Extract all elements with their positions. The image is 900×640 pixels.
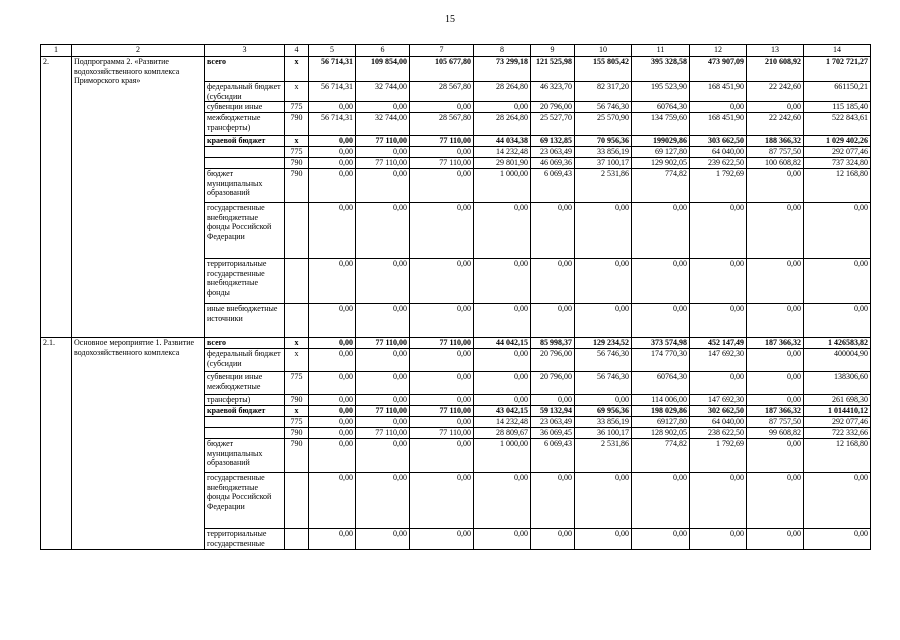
value-cell: 187 366,32	[747, 406, 804, 417]
section-title: Подпрограмма 2. «Развитие водохозяйственного комплекса Приморского края»	[72, 57, 205, 338]
funding-source: межбюджетные трансферты)	[205, 113, 285, 136]
value-cell: 1 426583,82	[804, 338, 871, 349]
value-cell: 0,00	[747, 304, 804, 338]
funding-source	[205, 428, 285, 439]
value-cell: 0,00	[474, 259, 531, 304]
value-cell: 0,00	[309, 203, 356, 259]
header-col-13: 13	[747, 45, 804, 57]
value-cell: 77 110,00	[356, 158, 410, 169]
value-cell: 33 856,19	[575, 417, 632, 428]
value-cell: 138306,60	[804, 372, 871, 395]
value-cell: 168 451,90	[690, 113, 747, 136]
value-cell: 147 692,30	[690, 349, 747, 372]
funding-source: трансферты)	[205, 395, 285, 406]
budget-code: 790	[285, 439, 309, 473]
value-cell: 522 843,61	[804, 113, 871, 136]
header-row	[41, 45, 871, 57]
value-cell: 0,00	[747, 203, 804, 259]
value-cell: 0,00	[309, 169, 356, 203]
value-cell: 373 574,98	[632, 338, 690, 349]
budget-code: 790	[285, 428, 309, 439]
header-col-12: 12	[690, 45, 747, 57]
value-cell: 44 034,38	[474, 136, 531, 147]
value-cell: 0,00	[356, 473, 410, 529]
value-cell: 56 746,30	[575, 372, 632, 395]
value-cell: 0,00	[804, 473, 871, 529]
value-cell: 69127,80	[632, 417, 690, 428]
value-cell: 0,00	[309, 473, 356, 529]
value-cell: 85 998,37	[531, 338, 575, 349]
value-cell: 56 746,30	[575, 349, 632, 372]
funding-source: государственные внебюджетные фонды Российской Федерации	[205, 473, 285, 529]
value-cell: 0,00	[531, 304, 575, 338]
value-cell: 0,00	[309, 259, 356, 304]
value-cell: 73 299,18	[474, 57, 531, 82]
budget-code: 790	[285, 169, 309, 203]
value-cell: 210 608,92	[747, 57, 804, 82]
value-cell: 0,00	[804, 304, 871, 338]
value-cell: 64 040,00	[690, 147, 747, 158]
value-cell: 77 110,00	[356, 428, 410, 439]
value-cell: 0,00	[804, 529, 871, 550]
value-cell: 199029,86	[632, 136, 690, 147]
value-cell: 0,00	[356, 304, 410, 338]
value-cell: 0,00	[690, 529, 747, 550]
funding-source: краевой бюджет	[205, 406, 285, 417]
value-cell: 1 014410,12	[804, 406, 871, 417]
value-cell: 36 069,45	[531, 428, 575, 439]
value-cell: 25 527,70	[531, 113, 575, 136]
value-cell: 0,00	[575, 259, 632, 304]
value-cell: 82 317,20	[575, 82, 632, 102]
budget-code	[285, 473, 309, 529]
value-cell: 661150,21	[804, 82, 871, 102]
value-cell: 37 100,17	[575, 158, 632, 169]
value-cell: 0,00	[410, 147, 474, 158]
budget-code	[285, 529, 309, 550]
value-cell: 77 110,00	[410, 428, 474, 439]
value-cell: 77 110,00	[410, 136, 474, 147]
value-cell: 70 956,36	[575, 136, 632, 147]
value-cell: 0,00	[474, 529, 531, 550]
value-cell: 198 029,86	[632, 406, 690, 417]
value-cell: 29 801,90	[474, 158, 531, 169]
value-cell: 121 525,98	[531, 57, 575, 82]
value-cell: 12 168,80	[804, 169, 871, 203]
value-cell: 56 714,31	[309, 113, 356, 136]
value-cell: 1 792,69	[690, 169, 747, 203]
value-cell: 129 234,52	[575, 338, 632, 349]
value-cell: 0,00	[474, 304, 531, 338]
value-cell: 0,00	[309, 338, 356, 349]
funding-source: федеральный бюджет (субсидии	[205, 82, 285, 102]
value-cell: 0,00	[747, 439, 804, 473]
value-cell: 0,00	[410, 372, 474, 395]
value-cell: 23 063,49	[531, 417, 575, 428]
value-cell: 105 677,80	[410, 57, 474, 82]
value-cell: 46 069,36	[531, 158, 575, 169]
value-cell: 6 069,43	[531, 169, 575, 203]
value-cell: 0,00	[747, 349, 804, 372]
value-cell: 0,00	[474, 473, 531, 529]
value-cell: 0,00	[747, 395, 804, 406]
value-cell: 187 366,32	[747, 338, 804, 349]
value-cell: 0,00	[474, 102, 531, 113]
value-cell: 0,00	[309, 439, 356, 473]
value-cell: 395 328,58	[632, 57, 690, 82]
funding-source	[205, 158, 285, 169]
value-cell: 0,00	[632, 304, 690, 338]
value-cell: 128 902,05	[632, 428, 690, 439]
value-cell: 0,00	[575, 395, 632, 406]
value-cell: 0,00	[356, 417, 410, 428]
budget-code: x	[285, 136, 309, 147]
header-col-14: 14	[804, 45, 871, 57]
value-cell: 0,00	[531, 259, 575, 304]
value-cell: 1 792,69	[690, 439, 747, 473]
value-cell: 134 759,60	[632, 113, 690, 136]
value-cell: 20 796,00	[531, 102, 575, 113]
value-cell: 1 702 721,27	[804, 57, 871, 82]
value-cell: 452 147,49	[690, 338, 747, 349]
value-cell: 0,00	[474, 203, 531, 259]
value-cell: 0,00	[309, 304, 356, 338]
value-cell: 28 264,80	[474, 82, 531, 102]
value-cell: 44 042,15	[474, 338, 531, 349]
value-cell: 239 622,50	[690, 158, 747, 169]
value-cell: 0,00	[690, 102, 747, 113]
value-cell: 32 744,00	[356, 82, 410, 102]
funding-source: субвенции иные межбюджетные	[205, 372, 285, 395]
value-cell: 77 110,00	[410, 406, 474, 417]
funding-source	[205, 147, 285, 158]
value-cell: 69 127,80	[632, 147, 690, 158]
value-cell: 188 366,32	[747, 136, 804, 147]
value-cell: 0,00	[410, 349, 474, 372]
budget-code: 775	[285, 417, 309, 428]
budget-code: x	[285, 82, 309, 102]
value-cell: 0,00	[531, 473, 575, 529]
header-col-3: 3	[205, 45, 285, 57]
budget-code: 790	[285, 395, 309, 406]
funding-source: территориальные государственные	[205, 529, 285, 550]
value-cell: 0,00	[474, 349, 531, 372]
value-cell: 0,00	[804, 203, 871, 259]
value-cell: 56 714,31	[309, 57, 356, 82]
value-cell: 174 770,30	[632, 349, 690, 372]
header-col-10: 10	[575, 45, 632, 57]
value-cell: 64 040,00	[690, 417, 747, 428]
value-cell: 0,00	[575, 304, 632, 338]
value-cell: 129 902,05	[632, 158, 690, 169]
value-cell: 33 856,19	[575, 147, 632, 158]
value-cell: 168 451,90	[690, 82, 747, 102]
value-cell: 303 662,50	[690, 136, 747, 147]
value-cell: 0,00	[410, 439, 474, 473]
funding-source: бюджет муниципальных образований	[205, 439, 285, 473]
value-cell: 722 332,66	[804, 428, 871, 439]
value-cell: 28 567,80	[410, 113, 474, 136]
value-cell: 56 714,31	[309, 82, 356, 102]
budget-code: x	[285, 57, 309, 82]
value-cell: 0,00	[632, 259, 690, 304]
value-cell: 0,00	[356, 259, 410, 304]
value-cell: 0,00	[410, 395, 474, 406]
value-cell: 0,00	[575, 529, 632, 550]
value-cell: 0,00	[747, 259, 804, 304]
value-cell: 69 132,85	[531, 136, 575, 147]
value-cell: 69 956,36	[575, 406, 632, 417]
value-cell: 0,00	[356, 349, 410, 372]
value-cell: 0,00	[747, 169, 804, 203]
value-cell: 14 232,48	[474, 417, 531, 428]
value-cell: 0,00	[356, 147, 410, 158]
header-col-6: 6	[356, 45, 410, 57]
budget-code: 790	[285, 158, 309, 169]
value-cell: 77 110,00	[410, 158, 474, 169]
value-cell: 77 110,00	[356, 406, 410, 417]
value-cell: 0,00	[690, 203, 747, 259]
value-cell: 12 168,80	[804, 439, 871, 473]
value-cell: 0,00	[309, 349, 356, 372]
value-cell: 261 698,30	[804, 395, 871, 406]
value-cell: 0,00	[690, 304, 747, 338]
value-cell: 23 063,49	[531, 147, 575, 158]
budget-code: x	[285, 338, 309, 349]
value-cell: 155 805,42	[575, 57, 632, 82]
value-cell: 2 531,86	[575, 169, 632, 203]
section-number: 2.	[41, 57, 72, 338]
value-cell: 28 567,80	[410, 82, 474, 102]
value-cell: 22 242,60	[747, 113, 804, 136]
funding-source: краевой бюджет	[205, 136, 285, 147]
value-cell: 0,00	[474, 395, 531, 406]
value-cell: 400004,90	[804, 349, 871, 372]
value-cell: 0,00	[747, 102, 804, 113]
value-cell: 0,00	[804, 259, 871, 304]
funding-source: территориальные государственные внебюджетные фонды	[205, 259, 285, 304]
value-cell: 195 523,90	[632, 82, 690, 102]
value-cell: 0,00	[309, 406, 356, 417]
funding-source: всего	[205, 57, 285, 82]
value-cell: 0,00	[309, 428, 356, 439]
value-cell: 0,00	[356, 439, 410, 473]
value-cell: 28 264,80	[474, 113, 531, 136]
value-cell: 0,00	[531, 395, 575, 406]
table-row	[41, 57, 871, 82]
header-col-8: 8	[474, 45, 531, 57]
funding-source: бюджет муниципальных образований	[205, 169, 285, 203]
value-cell: 292 077,46	[804, 147, 871, 158]
header-col-7: 7	[410, 45, 474, 57]
value-cell: 25 570,90	[575, 113, 632, 136]
funding-source: государственные внебюджетные фонды Российской Федерации	[205, 203, 285, 259]
value-cell: 0,00	[690, 473, 747, 529]
value-cell: 56 746,30	[575, 102, 632, 113]
value-cell: 87 757,50	[747, 147, 804, 158]
value-cell: 0,00	[410, 529, 474, 550]
value-cell: 302 662,50	[690, 406, 747, 417]
budget-code: 775	[285, 102, 309, 113]
value-cell: 0,00	[531, 203, 575, 259]
value-cell: 36 100,17	[575, 428, 632, 439]
value-cell: 2 531,86	[575, 439, 632, 473]
funding-source: иные внебюджетные источники	[205, 304, 285, 338]
funding-source: всего	[205, 338, 285, 349]
budget-code	[285, 203, 309, 259]
value-cell: 43 042,15	[474, 406, 531, 417]
value-cell: 77 110,00	[356, 338, 410, 349]
value-cell: 99 608,82	[747, 428, 804, 439]
value-cell: 77 110,00	[410, 338, 474, 349]
value-cell: 0,00	[309, 102, 356, 113]
table-row	[41, 338, 871, 349]
value-cell: 0,00	[410, 304, 474, 338]
budget-code: 775	[285, 372, 309, 395]
funding-source: федеральный бюджет (субсидии	[205, 349, 285, 372]
value-cell: 0,00	[747, 473, 804, 529]
value-cell: 60764,30	[632, 102, 690, 113]
value-cell: 0,00	[356, 203, 410, 259]
budget-code: 790	[285, 113, 309, 136]
value-cell: 0,00	[410, 102, 474, 113]
value-cell: 0,00	[356, 102, 410, 113]
value-cell: 0,00	[356, 529, 410, 550]
value-cell: 0,00	[309, 136, 356, 147]
value-cell: 0,00	[410, 473, 474, 529]
value-cell: 0,00	[690, 259, 747, 304]
page-number: 15	[445, 14, 455, 25]
value-cell: 0,00	[309, 158, 356, 169]
section-number: 2.1.	[41, 338, 72, 550]
value-cell: 115 185,40	[804, 102, 871, 113]
value-cell: 46 323,70	[531, 82, 575, 102]
value-cell: 22 242,60	[747, 82, 804, 102]
value-cell: 473 907,09	[690, 57, 747, 82]
value-cell: 1 029 402,26	[804, 136, 871, 147]
value-cell: 0,00	[356, 372, 410, 395]
value-cell: 28 809,67	[474, 428, 531, 439]
value-cell: 0,00	[356, 395, 410, 406]
value-cell: 0,00	[410, 417, 474, 428]
value-cell: 20 796,00	[531, 372, 575, 395]
header-col-4: 4	[285, 45, 309, 57]
value-cell: 60764,30	[632, 372, 690, 395]
value-cell: 0,00	[632, 473, 690, 529]
budget-code: 775	[285, 147, 309, 158]
header-col-5: 5	[309, 45, 356, 57]
value-cell: 1 000,00	[474, 439, 531, 473]
value-cell: 59 132,94	[531, 406, 575, 417]
value-cell: 32 744,00	[356, 113, 410, 136]
value-cell: 0,00	[410, 259, 474, 304]
value-cell: 238 622,50	[690, 428, 747, 439]
value-cell: 0,00	[474, 372, 531, 395]
value-cell: 109 854,00	[356, 57, 410, 82]
value-cell: 737 324,80	[804, 158, 871, 169]
header-col-1: 1	[41, 45, 72, 57]
value-cell: 0,00	[747, 372, 804, 395]
budget-code: x	[285, 406, 309, 417]
value-cell: 6 069,43	[531, 439, 575, 473]
value-cell: 0,00	[632, 203, 690, 259]
value-cell: 774,82	[632, 439, 690, 473]
budget-code	[285, 304, 309, 338]
value-cell: 100 608,82	[747, 158, 804, 169]
header-col-9: 9	[531, 45, 575, 57]
value-cell: 0,00	[309, 372, 356, 395]
header-col-2: 2	[72, 45, 205, 57]
value-cell: 0,00	[309, 417, 356, 428]
value-cell: 0,00	[575, 203, 632, 259]
value-cell: 0,00	[575, 473, 632, 529]
value-cell: 0,00	[309, 147, 356, 158]
funding-source: субвенции иные	[205, 102, 285, 113]
value-cell: 0,00	[410, 203, 474, 259]
value-cell: 292 077,46	[804, 417, 871, 428]
budget-code: x	[285, 349, 309, 372]
value-cell: 0,00	[747, 529, 804, 550]
section-title: Основное мероприятие 1. Развитие водохозяйственного комплекса	[72, 338, 205, 550]
budget-code	[285, 259, 309, 304]
value-cell: 0,00	[632, 529, 690, 550]
value-cell: 14 232,48	[474, 147, 531, 158]
value-cell: 87 757,50	[747, 417, 804, 428]
value-cell: 77 110,00	[356, 136, 410, 147]
funding-source	[205, 417, 285, 428]
value-cell: 20 796,00	[531, 349, 575, 372]
budget-table	[40, 44, 871, 550]
value-cell: 1 000,00	[474, 169, 531, 203]
value-cell: 0,00	[531, 529, 575, 550]
value-cell: 147 692,30	[690, 395, 747, 406]
value-cell: 0,00	[690, 372, 747, 395]
table-body	[41, 45, 871, 550]
value-cell: 0,00	[410, 169, 474, 203]
value-cell: 0,00	[309, 395, 356, 406]
header-col-11: 11	[632, 45, 690, 57]
value-cell: 0,00	[356, 169, 410, 203]
value-cell: 774,82	[632, 169, 690, 203]
value-cell: 0,00	[309, 529, 356, 550]
value-cell: 114 006,00	[632, 395, 690, 406]
